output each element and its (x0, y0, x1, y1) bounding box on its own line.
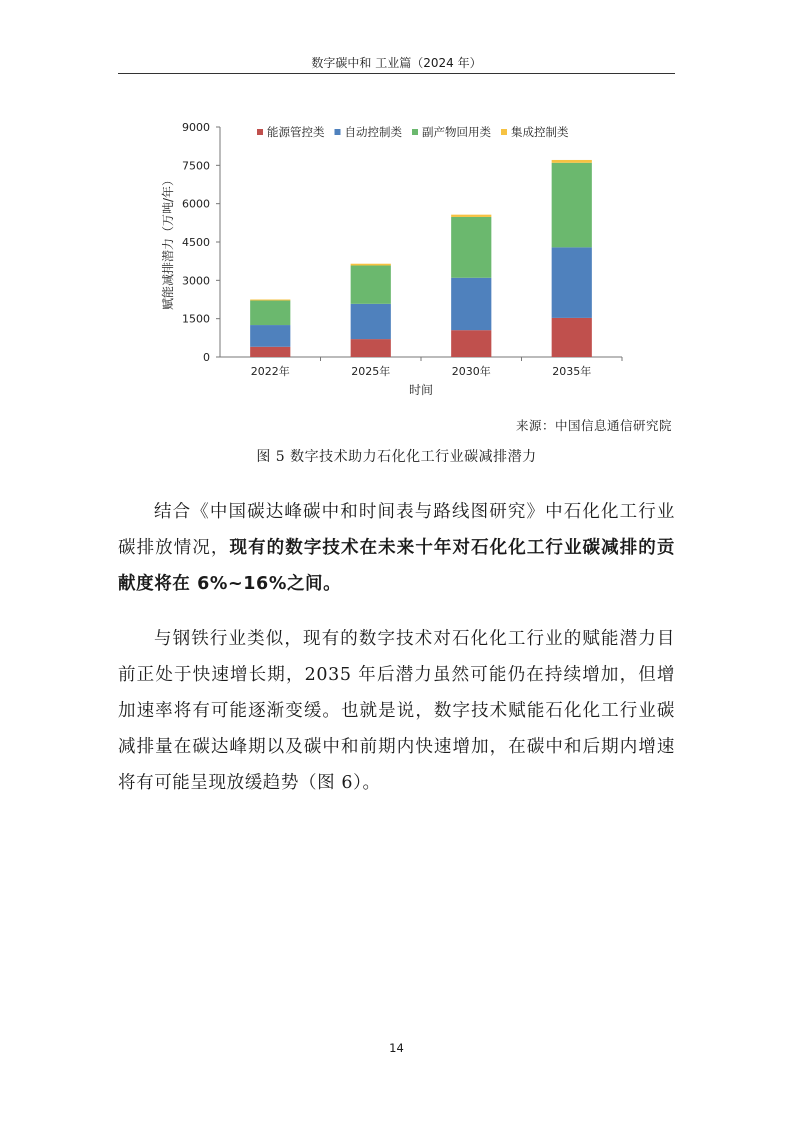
figure-source: 来源：中国信息通信研究院 (515, 418, 672, 433)
y-tick-label: 0 (203, 351, 210, 364)
bar-segment (250, 301, 290, 326)
legend-label: 集成控制类 (511, 125, 569, 139)
paragraph-1-bold-text: 现有的数字技术在未来十年对石化化工行业碳减排的贡献度将在 6%~16%之间。 (118, 538, 675, 594)
y-tick-label: 7500 (182, 159, 210, 173)
stacked-bar-chart (150, 112, 650, 402)
x-axis-title: 时间 (408, 383, 434, 397)
bar-segment (351, 304, 391, 339)
legend-label: 自动控制类 (344, 125, 402, 139)
bar-segment (250, 325, 290, 347)
figure-caption: 图 5 数字技术助力石化化工行业碳减排潜力 (256, 449, 537, 465)
bar-segment (451, 278, 491, 330)
y-tick-label: 9000 (182, 121, 210, 134)
bar-segment (351, 339, 391, 357)
bar-segment (451, 217, 491, 278)
bar-segment (351, 264, 391, 266)
paragraph-1 (118, 494, 675, 602)
bar-segment (250, 300, 290, 301)
running-header: 数字碳中和 工业篇（2024 年） (311, 56, 482, 70)
y-tick-label: 4500 (182, 236, 210, 249)
bar-segment (451, 330, 491, 357)
y-tick-label: 1500 (182, 312, 210, 326)
legend-swatch (412, 129, 418, 135)
legend-label: 能源管控类 (267, 125, 325, 139)
legend-swatch (501, 129, 507, 135)
x-tick-label: 2030年 (451, 365, 491, 378)
bar-segment (552, 318, 592, 357)
paragraph-1-text: 结合《中国碳达峰碳中和时间表与路线图研究》中石化化工行业碳排放情况， (118, 502, 675, 558)
header-rule (118, 73, 675, 74)
bar-segment (552, 160, 592, 163)
y-tick-label: 6000 (182, 197, 210, 211)
legend-label: 副产物回用类 (422, 125, 491, 139)
x-tick-label: 2022年 (250, 365, 290, 378)
bar-segment (351, 266, 391, 304)
x-tick-label: 2025年 (351, 365, 391, 378)
bar-segment (250, 347, 290, 357)
y-tick-label: 3000 (182, 274, 210, 288)
bar-segment (451, 215, 491, 217)
bar-segment (552, 163, 592, 248)
page-number: 14 (389, 1041, 404, 1055)
legend-swatch (335, 129, 341, 135)
bar-segment (552, 247, 592, 318)
paragraph-2: 与钢铁行业类似，现有的数字技术对石化化工行业的赋能潜力目前正处于快速增长期，2035 年后潜力虽然可能仍在持续增加，但增加速率将有可能逐渐变缓。也就是说，数字技术赋能石化化工行业碳减排量在碳达峰期以及碳中和前期内快速增加，在碳中和后期内增速将有可能呈现放缓趋势（图 6）。 (118, 629, 675, 793)
x-tick-label: 2035年 (552, 365, 592, 378)
chart-canvas (150, 112, 650, 402)
legend-swatch (257, 129, 263, 135)
y-axis-title: 赋能减排潜力（万吨/年） (161, 173, 175, 311)
